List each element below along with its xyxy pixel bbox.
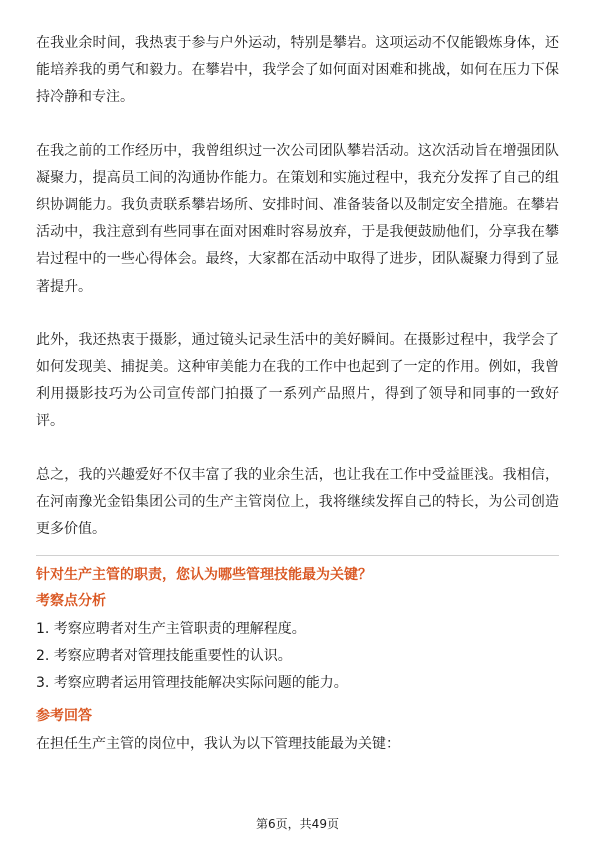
page-number: 第6页，共49页 — [256, 817, 339, 831]
analysis-item: 2. 考察应聘者对管理技能重要性的认识。 — [36, 648, 292, 665]
reference-intro: 在担任生产主管的岗位中，我认为以下管理技能最为关键： — [36, 736, 400, 753]
spacer — [36, 112, 559, 138]
paragraph-team-climbing-event: 在我之前的工作经历中，我曾组织过一次公司团队攀岩活动。这次活动旨在增强团队凝聚力，提高员工间的沟通协作能力。在策划和实施过程中，我充分发挥了自己的组织协调能力。我负责联系攀岩场所、安排时间、准备装备以及制定安全措施。在攀岩活动中，我注意到有些同事在面对困难时容易放弃，于是我便鼓励他们，分享我在攀岩过程中的一些心得体会。最终，大家都在活动中取得了进步，团队凝聚力得到了显著提升。 — [36, 142, 559, 295]
analysis-item: 3. 考察应聘者运用管理技能解决实际问题的能力。 — [36, 675, 348, 692]
spacer — [36, 301, 559, 327]
paragraph-hobbies-climbing: 在我业余时间，我热衷于参与户外运动，特别是攀岩。这项运动不仅能锻炼身体，还能培养我的勇气和毅力。在攀岩中，我学会了如何面对困难和挑战，如何在压力下保持冷静和专注。 — [36, 35, 559, 106]
reference-heading: 参考回答 — [36, 708, 92, 725]
document-page — [36, 30, 559, 758]
section-divider — [36, 555, 559, 556]
paragraph-conclusion: 总之，我的兴趣爱好不仅丰富了我的业余生活，也让我在工作中受益匪浅。我相信，在河南豫光金铅集团公司的生产主管岗位上，我将继续发挥自己的特长，为公司创造更多价值。 — [36, 466, 559, 538]
analysis-item: 1. 考察应聘者对生产主管职责的理解程度。 — [36, 621, 306, 638]
analysis-heading: 考察点分析 — [36, 593, 106, 610]
spacer — [36, 436, 559, 462]
paragraph-photography: 此外，我还热衷于摄影，通过镜头记录生活中的美好瞬间。在摄影过程中，我学会了如何发现美、捕捉美。这种审美能力在我的工作中也起到了一定的作用。例如，我曾利用摄影技巧为公司宣传部门拍摄了一系列产品照片，得到了领导和同事的一致好评。 — [36, 331, 559, 430]
interview-question: 针对生产主管的职责，您认为哪些管理技能最为关键？ — [36, 567, 372, 584]
